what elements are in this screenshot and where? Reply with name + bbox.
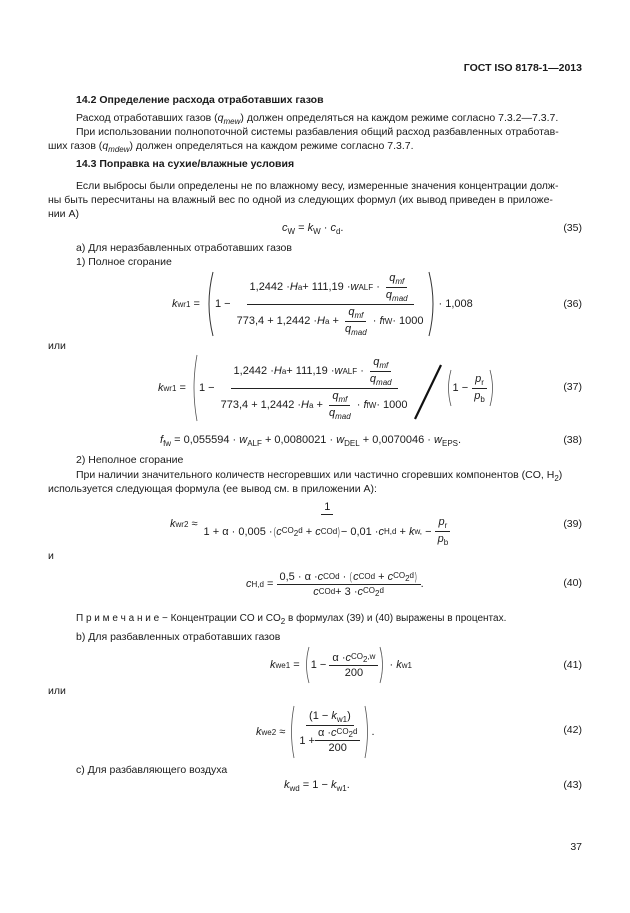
right-paren-icon (427, 270, 439, 338)
equation-36: k wr1 = 1 − 1,2442 · H a + 111,19 · w ALF · $\frac{q_{mf}}{q_{mad}}$ 773,4 + 1,2442 · H a + $\frac{q_{mf}}{q_{mad}}$ · f fW · 1000 · 1,008 (172, 271, 473, 337)
section-14-3-p1-line2: ны быть пересчитаны на влажный вес по одной из следующих формул (их вывод приведен в приложе- (48, 194, 553, 206)
and-label: и (48, 550, 54, 562)
section-14-2-paragraph-1: Расход отработавших газов $(q_{mew})$ должен определяться на каждом режиме согласно 7.3.2—7.3.7. (76, 112, 559, 126)
item-a2-label: 2) Неполное сгорание (76, 454, 184, 466)
equation-38: $f_{fw} = 0,055594 \cdot w_{ALF} + 0,0080021 \cdot w_{DEL} + 0,0070046 \cdot w_{EPS}$. (160, 434, 462, 448)
item-c-label: c) Для разбавляющего воздуха (76, 764, 228, 776)
or-label-2: или (48, 685, 66, 697)
equation-37-number: (37) (563, 381, 582, 393)
left-paren-icon (203, 270, 215, 338)
item-a1-label: 1) Полное сгорание (76, 256, 172, 268)
left-paren-icon (189, 353, 199, 423)
right-paren-icon (488, 368, 498, 408)
equation-39: k wr2 ≈ 1 1 + α · 0,005 · ( c $CO_2d$ + c COd ) − 0,01 · c H,d + k w, − $\frac{p_r}{p_b}$ (170, 500, 454, 548)
equation-43-number: (43) (563, 779, 582, 791)
equation-37: k wr1 = 1 − 1,2442 · H a + 111,19 · w ALF · $\frac{q_{mf}}{q_{mad}}$ 773,4 + 1,2442 · H a + $\frac{q_{mf}}{q_{mad}}$ · f fW · 1000 1 − $\frac{p_r}{p_b}$ (158, 352, 498, 424)
equation-42-number: (42) (563, 724, 582, 736)
section-14-3-p1-line1: Если выбросы были определены не по влажному весу, измеренные значения концентрации долж- (76, 180, 559, 192)
item-a2-paragraph-cont: используется следующая формула (ее вывод см. в приложении А): (48, 483, 377, 495)
slash-divider-icon (411, 353, 445, 423)
equation-41: k we1 = 1 − α · c $CO_2,w$ 200 · k w1 (270, 645, 412, 685)
equation-35-number: (35) (563, 222, 582, 234)
right-paren-icon (363, 704, 371, 760)
section-14-2-paragraph-2-cont: ших газов $(q_{mdew})$ должен определяться на каждом режиме согласно 7.3.7. (48, 140, 414, 154)
note: П р и м е ч а н и е − Концентрации CO и $CO_2$ в формулах (39) и (40) выражены в процентах. (76, 613, 507, 626)
equation-40: c H,d = 0,5 · α · c COd · ( c COd + c $CO_2d$ ) c COd + 3 · c $CO_2d$ . (246, 570, 424, 598)
left-paren-icon (303, 645, 311, 685)
equation-40-number: (40) (563, 577, 582, 589)
page-number: 37 (570, 841, 582, 853)
section-14-2-paragraph-2: При использовании полнопоточной системы разбавления общий расход разбавленных отработав- (76, 126, 559, 138)
equation-41-number: (41) (563, 659, 582, 671)
document-header: ГОСТ ISO 8178-1—2013 (463, 62, 582, 74)
right-paren-icon (378, 645, 386, 685)
section-14-3-p1-line3: нии А) (48, 208, 79, 220)
equation-35: $c_W = k_W \cdot c_d$. (282, 222, 344, 236)
equation-43: $k_{wd} = 1 - k_{w1}$. (284, 779, 350, 793)
section-14-3-title: 14.3 Поправка на сухие/влажные условия (76, 158, 295, 170)
left-paren-icon (288, 704, 296, 760)
item-a-label: а) Для неразбавленных отработавших газов (76, 242, 292, 254)
left-paren-icon (445, 368, 453, 408)
item-b-label: b) Для разбавленных отработавших газов (76, 631, 281, 643)
equation-39-number: (39) (563, 518, 582, 530)
section-14-2-title: 14.2 Определение расхода отработавших газов (76, 94, 324, 106)
or-label-1: или (48, 340, 66, 352)
equation-36-number: (36) (563, 298, 582, 310)
item-a2-paragraph: При наличии значительного количеств несгоревших или частично сгоревших компонентов (CO, $H_2$) (76, 469, 563, 483)
equation-38-number: (38) (563, 434, 582, 446)
equation-42: k we2 ≈ $(1 - k_{w1})$ 1 + α · c $CO_2d$ 200 . (256, 703, 375, 761)
